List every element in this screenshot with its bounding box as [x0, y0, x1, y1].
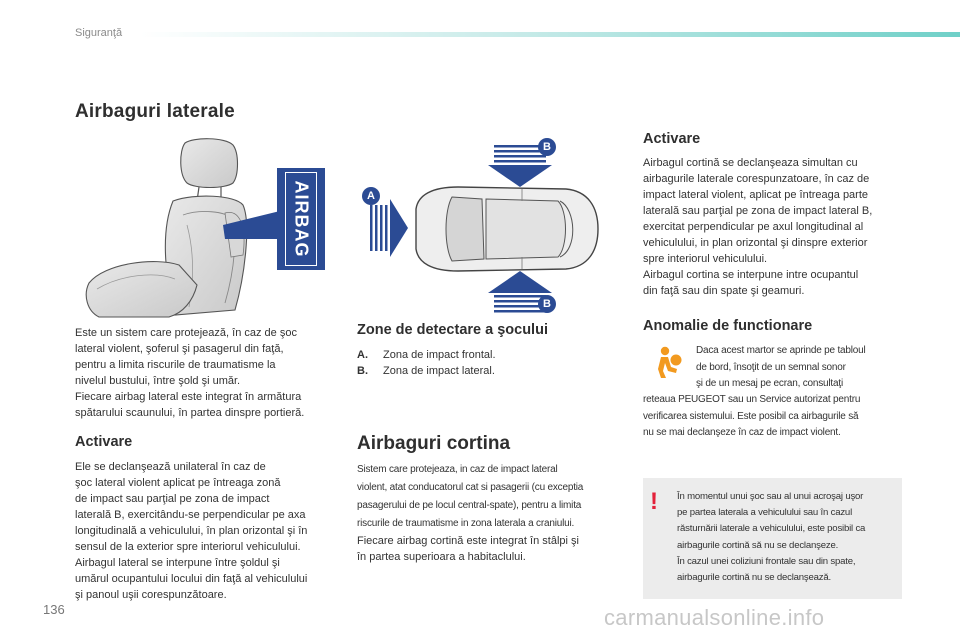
header-rule [140, 32, 960, 37]
right-activation-title: Activare [643, 131, 701, 147]
badge-a: A [362, 187, 380, 205]
impact-zones-diagram [362, 135, 612, 320]
left-activation-title: Activare [75, 434, 133, 450]
lateral-description: Este un sistem care protejează, în caz de şoc lateral violent, şoferul şi pasagerul din faţă, pentru a limita riscurile de traumatisme la nivelul bustului, între şold şi umăr. Fiecare airbag lateral este integrat în armătura spătarului scaunului, în partea dinspre portieră. [75, 327, 305, 419]
airbag-label: AIRBAG [291, 180, 312, 258]
airbag-label-box [277, 168, 325, 270]
badge-b-bottom: B [538, 295, 556, 313]
cortina-text: Fiecare airbag cortină este integrat în stâlpi şi în partea superioara a habitaclului. [357, 535, 579, 563]
watermark: carmanualsonline.info [604, 605, 825, 630]
left-activation-text: Ele se declanşează unilateral în caz de şoc lateral violent aplicat pe întreaga zonă de impact sau parţial pe zona de impact laterală B, exercitându-se perpendicular pe axa longitudinală a vehiculului, în plan orizontal şi în sensul de la exterior spre interiorul vehiculului. Airbagul lateral se interpune între şoldul şi umărul ocupantului locului din faţă al vehiculului şi panoul uşii corespunzătoare. [75, 461, 308, 601]
anomaly-title: Anomalie de functionare [643, 318, 813, 334]
anomaly-indented-text: Daca acest martor se aprinde pe tabloul de bord, însoţit de un semnal sonor şi de un mesaj pe ecran, consultaţi [696, 345, 866, 389]
page-title: Airbaguri laterale [75, 101, 235, 122]
anomaly-full-text: reteaua PEUGEOT sau un Service autorizat pentru verificarea sistemului. Este posibil ca airbagurile să nu se mai declanşeze în caz de impact violent. [643, 394, 861, 438]
zones-list [357, 347, 496, 379]
list-item: A. Zona de impact frontal. [357, 349, 496, 361]
warning-text: În momentul unui şoc sau al unui acroşaj uşor pe partea laterala a vehiculului sau în cazul răsturnării laterale a vehiculului, este posibil ca airbagurile cortină să nu se declanşeze. În cazul unei coliziuni frontale sau din spate, airbagurile cortină nu se declanşează. [677, 491, 866, 584]
section-header: Siguranţă [75, 27, 123, 39]
warning-exclamation-icon: ! [650, 488, 658, 515]
page-number: 136 [43, 602, 65, 617]
zones-title: Zone de detectare a şocului [357, 322, 548, 338]
badge-b-top: B [538, 138, 556, 156]
cortina-description: Sistem care protejeaza, in caz de impact lateral violent, atat conducatorul cat si pasagerii (cu exceptia pasagerului de pe locul central-spate), pentru a limita riscurile de traumatisme in zona laterala a craniului. [357, 464, 584, 529]
cortina-title: Airbaguri cortina [357, 433, 511, 454]
list-item: B. Zona de impact lateral. [357, 365, 495, 377]
right-activation-text: Airbagul cortină se declanşeaza simultan cu airbagurile laterale corespunzatoare, în caz de impact lateral violent, aplicat pe întreaga parte laterală sau parţial pe zona de impact lateral B, exercitat perpendicular pe axul longitudinal al vehiculului, in plan orizontal şi dinspre exterior spre interiorul vehiculului. Airbagul cortina se interpune intre ocupantul din faţă sau din spate şi geamuri. [643, 157, 873, 297]
airbag-warning-icon [653, 345, 683, 379]
